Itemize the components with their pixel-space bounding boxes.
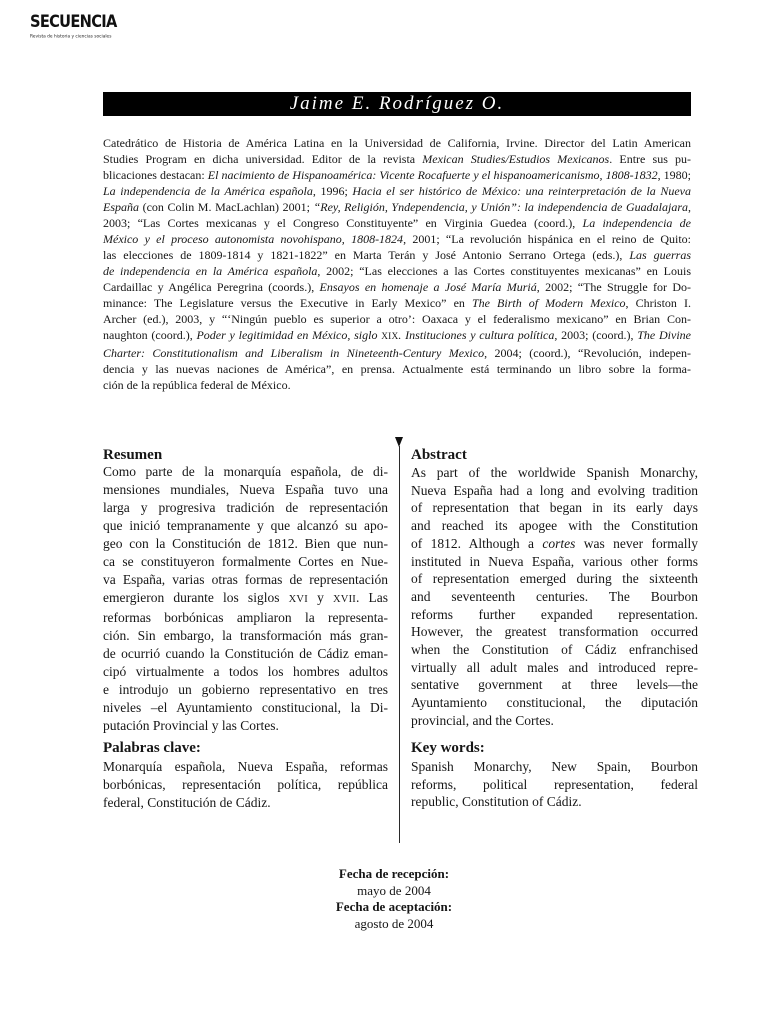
resumen-line xyxy=(103,627,388,645)
resumen-line xyxy=(103,553,388,571)
italic-title-text: Las guerras xyxy=(629,248,692,262)
text-segment: , 2002; “The Struggle for Do- xyxy=(536,280,692,294)
author-name-bar xyxy=(103,92,691,116)
italic-title-text: El nacimiento de Hispanoamérica: Vicente Rocafuerte y el hispanoamericanismo, 1808-1832 xyxy=(207,168,658,182)
received-label: Fecha de recepción: xyxy=(338,866,450,881)
bio-line-text xyxy=(103,232,691,246)
small-caps-text: XVI xyxy=(288,594,308,605)
resumen-line-text: va España, varias otras formas de representación xyxy=(103,572,388,587)
resumen-line-text: Como parte de la monarquía española, de di- xyxy=(103,464,388,479)
abstract-line xyxy=(411,641,698,659)
resumen-body xyxy=(103,463,388,735)
bio-line-text: ción de la república federal de México. xyxy=(103,378,291,392)
resumen-line-text: larga y progresiva tradición de representación xyxy=(103,500,388,515)
text-segment: . Entre sus pu- xyxy=(609,152,692,166)
italic-title-text: cortes xyxy=(542,535,576,551)
resumen-line xyxy=(103,463,388,481)
bio-line xyxy=(103,215,691,231)
abstract-line xyxy=(411,623,698,641)
bio-line-text xyxy=(103,346,691,360)
text-segment: (con Colin M. MacLachlan) 2001; xyxy=(139,200,314,214)
resumen-line xyxy=(103,499,388,517)
bio-line-text: dencia y las nuevas naciones de América”, en prensa. Actualmente está terminando un libro sobre la forma- xyxy=(103,362,691,376)
text-segment: . Las xyxy=(355,590,389,605)
text-segment: y xyxy=(307,590,333,605)
author-bio xyxy=(103,135,691,393)
abstract-line-text: However, the greatest transformation occurred xyxy=(411,624,698,640)
resumen-line xyxy=(103,609,388,627)
abstract-line-text: when the Constitution of Cádiz enfranchised xyxy=(411,642,698,658)
abstract-line-text: reforms further expanded representation. xyxy=(411,606,698,622)
key-words-body xyxy=(411,758,698,811)
key-words-line xyxy=(411,793,698,811)
bio-line xyxy=(103,231,691,247)
italic-title-text: España xyxy=(103,200,139,214)
abstract-line xyxy=(411,588,698,606)
resumen-line xyxy=(103,517,388,535)
bio-line xyxy=(103,311,691,327)
resumen-line-text: putación Provincial y las Cortes. xyxy=(103,718,279,733)
resumen-line xyxy=(103,699,388,717)
key-words-heading: Key words: xyxy=(411,740,485,756)
resumen-line xyxy=(103,681,388,699)
abstract-line-text: and seventeenth centuries. The Bourbon xyxy=(411,588,698,604)
abstract-line xyxy=(411,659,698,677)
abstract-line xyxy=(411,517,698,535)
palabras-clave-line xyxy=(103,758,388,776)
abstract-line xyxy=(411,482,698,500)
abstract-line-text: As part of the worldwide Spanish Monarchy, xyxy=(411,465,698,480)
resumen-line-text: mensiones mundiales, Nueva España tuvo una xyxy=(103,482,388,497)
text-segment: , xyxy=(688,200,691,214)
key-words-line-text: reforms, political representation, federal xyxy=(411,776,698,792)
text-segment: of 1812. Although a xyxy=(411,535,543,551)
italic-title-text: Ensayos en homenaje a José María Muriá xyxy=(319,280,537,294)
palabras-clave-line xyxy=(103,776,388,794)
abstract-line xyxy=(411,606,698,624)
bio-line-text xyxy=(103,184,691,198)
journal-logo-wordmark: SECUENCIA xyxy=(30,12,117,32)
abstract-line-text: and reached its apogee with the Constitution xyxy=(411,518,698,534)
text-segment: , Christon I. xyxy=(625,296,691,310)
bio-line-text xyxy=(103,152,691,166)
key-words-line xyxy=(411,758,698,776)
column-divider xyxy=(399,446,400,843)
text-segment: , 2001; “La revolución hispánica en el reino de Quito: xyxy=(403,232,691,246)
text-segment: , 1980; xyxy=(657,168,691,182)
text-segment: blicaciones destacan: xyxy=(103,168,208,182)
abstract-line xyxy=(411,499,698,517)
abstract-line-text: Ayuntamiento constitucional, the diputación xyxy=(411,695,698,711)
resumen-line-text: de ocurrió cuando la Constitución de Cádiz eman- xyxy=(103,646,388,661)
dates-block xyxy=(244,866,544,933)
resumen-line-text xyxy=(103,590,388,605)
text-segment: was never formally xyxy=(575,535,698,551)
bio-line-text xyxy=(103,200,691,214)
italic-title-text: The Divine xyxy=(637,328,691,342)
bio-line xyxy=(103,345,691,361)
bio-line xyxy=(103,151,691,167)
bio-line-text xyxy=(103,248,691,262)
abstract-line-text: provincial, and the Cortes. xyxy=(411,712,554,728)
resumen-line-text: que inició tempranamente y que alcanzó su apo- xyxy=(103,518,388,533)
resumen-line-text: ción. Sin embargo, la transformación más gran- xyxy=(103,628,388,643)
bio-line xyxy=(103,199,691,215)
bio-line xyxy=(103,167,691,183)
text-segment: naughton (coord.), xyxy=(103,328,197,342)
small-caps-text: XIX xyxy=(381,332,399,342)
key-words-line-text: Spanish Monarchy, New Spain, Bourbon xyxy=(411,759,698,774)
text-segment: , 1996; xyxy=(312,184,353,198)
journal-logo xyxy=(30,13,150,44)
author-name: Jaime E. Rodríguez O. xyxy=(289,93,505,114)
resumen-line xyxy=(103,717,388,735)
italic-title-text: The Birth of Modern Mexico xyxy=(471,296,626,310)
received-date: mayo de 2004 xyxy=(357,882,431,898)
abstract-body xyxy=(411,464,698,730)
italic-title-text: Mexican Studies/Estudios Mexicanos xyxy=(422,152,610,166)
abstract-line xyxy=(411,553,698,571)
italic-title-text: La independencia de la América española xyxy=(103,184,313,198)
bio-line xyxy=(103,295,691,311)
abstract-line-text: instituted in Nueva España, various other forms xyxy=(411,553,698,569)
palabras-clave-body xyxy=(103,758,388,812)
resumen-line-text: cipó virtualmente a todos los hombres adultos xyxy=(103,664,388,679)
bio-line xyxy=(103,263,691,279)
palabras-clave-line-text: borbónicas, representación política, república xyxy=(103,777,388,792)
bio-line-text xyxy=(103,264,691,278)
bio-line-text xyxy=(103,280,691,294)
key-words-line xyxy=(411,776,698,794)
abstract-line-text: virtually all adult males and introduced repre- xyxy=(411,659,698,675)
palabras-clave-line-text: federal, Constitución de Cádiz. xyxy=(103,795,271,810)
italic-title-text: “Rey, Religión, Yndependencia, y Unión”: la independencia de Guadalajara xyxy=(313,200,688,214)
small-caps-text: XVII xyxy=(332,594,356,605)
palabras-clave-line xyxy=(103,794,388,812)
abstract-line xyxy=(411,535,698,553)
italic-title-text: La independencia de xyxy=(582,216,691,230)
bio-line xyxy=(103,377,691,393)
abstract-line xyxy=(411,676,698,694)
resumen-line-text: geo con la Constitución de 1812. Bien que nun- xyxy=(103,536,388,551)
bio-line-text: Archer (ed.), 2003, y “‘Ningún pueblo es superior a otro’: Oaxaca y el federalismo mexicano” en Brian Con- xyxy=(103,312,691,326)
resumen-line-text: reformas borbónicas ampliaron la representa- xyxy=(103,610,388,625)
abstract-line-text: Nueva España had a long and evolving tradition xyxy=(411,482,698,498)
text-segment: , 2004; (coord.), “Revolución, indepen- xyxy=(484,346,692,360)
journal-logo-subtitle: Revista de historia y ciencias sociales xyxy=(30,34,112,39)
resumen-line-text: niveles –el Ayuntamiento constitucional, la Di- xyxy=(103,700,388,715)
resumen-line-text: e introdujo un gobierno representativo en tres xyxy=(103,682,388,697)
italic-title-text: de independencia en la América española xyxy=(103,264,318,278)
abstract-line-text xyxy=(411,536,698,551)
key-words-line-text: republic, Constitution of Cádiz. xyxy=(411,794,582,809)
resumen-heading: Resumen xyxy=(103,447,163,463)
bio-line xyxy=(103,247,691,263)
abstract-line xyxy=(411,712,698,730)
bio-line-text xyxy=(103,328,691,342)
bio-line xyxy=(103,327,691,345)
resumen-line xyxy=(103,645,388,663)
italic-title-text: Hacia el ser histórico de México: una reinterpretación de la Nueva xyxy=(352,184,692,198)
bio-line-text xyxy=(103,168,691,182)
abstract-line xyxy=(411,694,698,712)
resumen-line xyxy=(103,589,388,609)
italic-title-text: Charter: Constitutionalism and Liberalism in Nineteenth-Century Mexico xyxy=(103,346,485,360)
text-segment: 2003; “Las Cortes mexicanas y el Congreso Constituyente” en Virginia Guedea (coord.), xyxy=(103,216,583,230)
italic-title-text: . Instituciones y cultura política xyxy=(398,328,555,342)
italic-title-text: Poder y legitimidad en México, siglo xyxy=(196,328,382,342)
palabras-clave-heading: Palabras clave: xyxy=(103,740,201,756)
text-segment: minance: The Legislature versus the Executive in Early Mexico” en xyxy=(103,296,472,310)
abstract-line xyxy=(411,464,698,482)
abstract-line-text: sentative government at three levels—the xyxy=(411,677,698,693)
resumen-line xyxy=(103,481,388,499)
accepted-date: agosto de 2004 xyxy=(354,916,434,932)
bio-line xyxy=(103,135,691,151)
bio-line xyxy=(103,183,691,199)
resumen-line xyxy=(103,571,388,589)
bio-line-text: Catedrático de Historia de América Latina en la Universidad de California, Irvine. Director del Latin American xyxy=(103,136,691,150)
bio-line-text xyxy=(103,216,691,230)
text-segment: emergieron durante los siglos xyxy=(103,590,289,605)
bio-line-text xyxy=(103,296,691,310)
abstract-heading: Abstract xyxy=(411,447,467,463)
resumen-line-text: ca se constituyeron formalmente Cortes en Nue- xyxy=(103,554,388,569)
text-segment: , 2003; (coord.), xyxy=(554,328,638,342)
abstract-line xyxy=(411,570,698,588)
text-segment: las elecciones de 1809-1814 y 1821-1822” en Marta Terán y José Antonio Serrano Ortega (eds.), xyxy=(103,248,630,262)
text-segment: Studies Program en dicha universidad. Editor de la revista xyxy=(103,152,423,166)
bio-line xyxy=(103,279,691,295)
abstract-line-text: of representation that began in its early days xyxy=(411,500,698,516)
text-segment: Cardaillac y Angélica Peregrina (coords.), xyxy=(103,280,320,294)
abstract-line-text: of representation emerged during the sixteenth xyxy=(411,571,698,587)
text-segment: , 2002; “Las elecciones a las Cortes constituyentes mexicanas” en Louis xyxy=(317,264,691,278)
resumen-line xyxy=(103,663,388,681)
bio-line xyxy=(103,361,691,377)
resumen-line xyxy=(103,535,388,553)
accepted-label: Fecha de aceptación: xyxy=(335,899,453,915)
palabras-clave-line-text: Monarquía española, Nueva España, reformas xyxy=(103,759,388,774)
italic-title-text: México y el proceso autonomista novohispano, 1808-1824 xyxy=(103,232,404,246)
